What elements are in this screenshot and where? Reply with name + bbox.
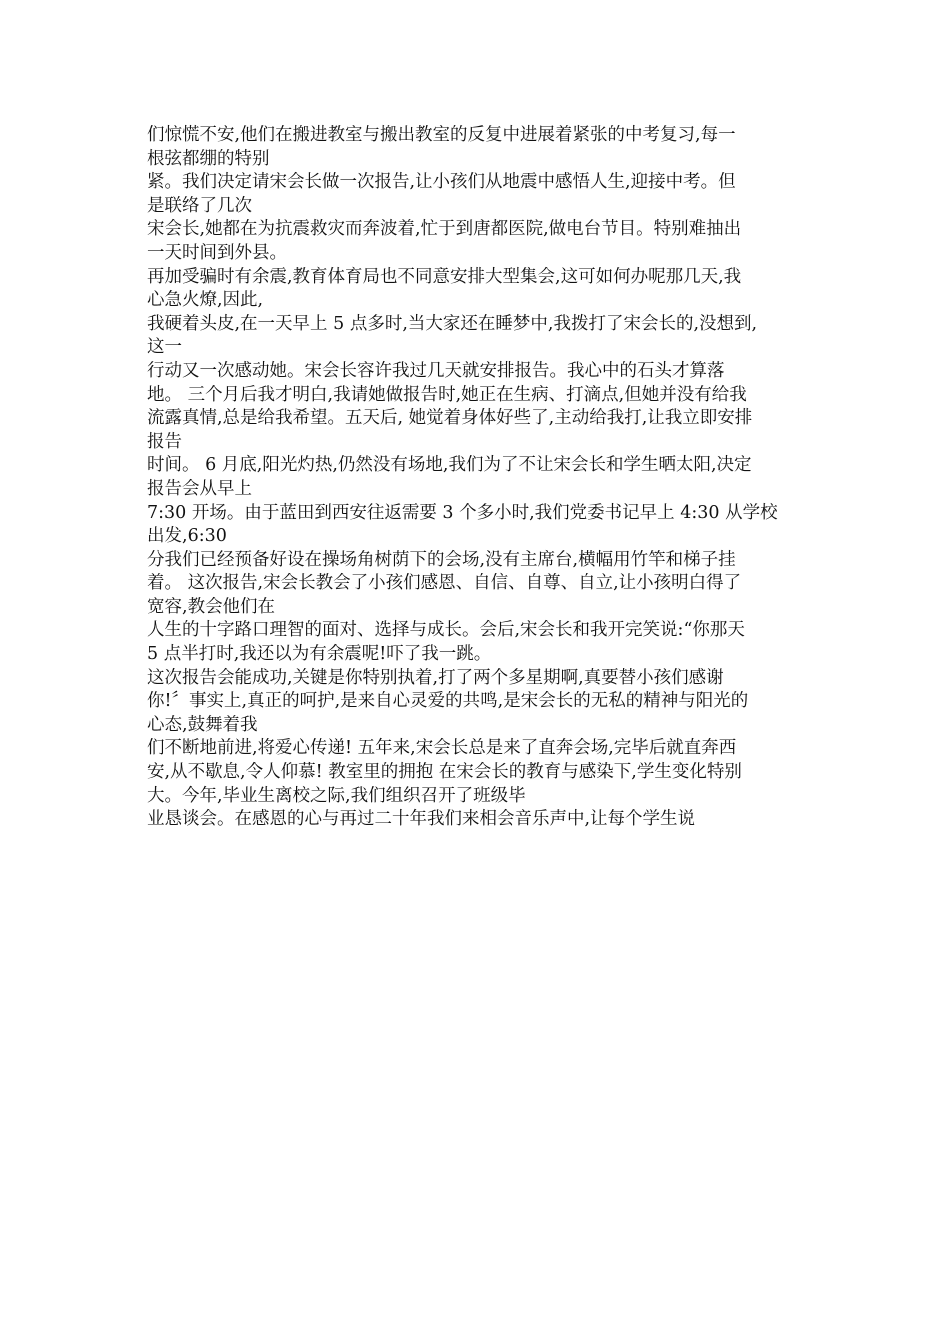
text-line: 安,从不歇息,令人仰慕! 教室里的拥抱 在宋会长的教育与感染下,学生变化特别: [147, 762, 742, 783]
text-line: 业恳谈会。在感恩的心与再过二十年我们来相会音乐声中,让每个学生说: [147, 809, 696, 830]
text-line: 这一: [147, 337, 182, 358]
text-line: 你!〞事实上,真正的呵护,是来自心灵爱的共鸣,是宋会长的无私的精神与阳光的: [147, 691, 749, 712]
text-line: 们不断地前进,将爱心传递! 五年来,宋会长总是来了直奔会场,完毕后就直奔西: [147, 738, 737, 759]
text-line: 是联络了几次: [147, 195, 252, 216]
text-line: 行动又一次感动她。宋会长容许我过几天就安排报告。我心中的石头才算落: [147, 360, 725, 381]
text-line: 再加受骗时有余震,教育体育局也不同意安排大型集会,这可如何办呢那几天,我: [147, 266, 742, 287]
text-line: 心急火燎,因此,: [147, 290, 264, 311]
text-line: 7:30 开场。由于蓝田到西安往返需要 3 个多小时,我们党委书记早上 4:30 从学校: [147, 502, 778, 523]
document-body: [147, 124, 817, 832]
text-line: 人生的十字路口理智的面对、选择与成长。会后,宋会长和我开完笑说:“你那天: [147, 620, 745, 641]
text-line: 们惊慌不安,他们在搬进教室与搬出教室的反复中进展着紧张的中考复习,每一: [147, 125, 736, 145]
text-line: 地。 三个月后我才明白,我请她做报告时,她正在生病、打滴点,但她并没有给我: [147, 384, 747, 405]
text-line: 大。今年,毕业生离校之际,我们组织召开了班级毕: [147, 785, 526, 806]
text-line: 着。 这次报告,宋会长教会了小孩们感恩、自信、自尊、自立,让小孩明白得了: [147, 573, 742, 594]
text-line: 出发,6:30: [147, 526, 227, 547]
text-line: 心态,鼓舞着我: [147, 714, 258, 735]
text-line: 一天时间到外县。: [147, 242, 287, 263]
text-line: 紧。我们决定请宋会长做一次报告,让小孩们从地震中感悟人生,迎接中考。但: [147, 172, 736, 193]
text-line: 5 点半打时,我还以为有余震呢!吓了我一跳。: [147, 644, 492, 665]
text-line: 分我们已经预备好设在操场角树荫下的会场,没有主席台,横幅用竹竿和梯子挂: [147, 549, 736, 570]
text-line: 我硬着头皮,在一天早上 5 点多时,当大家还在睡梦中,我拨打了宋会长的,没想到,: [147, 313, 758, 334]
text-line: 宽容,教会他们在: [147, 596, 276, 617]
text-line: 报告: [147, 431, 182, 452]
text-line: 时间。 6 月底,阳光灼热,仍然没有场地,我们为了不让宋会长和学生晒太阳,决定: [147, 455, 752, 476]
text-line: 这次报告会能成功,关键是你特别执着,打了两个多星期啊,真要替小孩们感谢: [147, 667, 724, 688]
text-line: 根弦都绷的特别: [147, 148, 270, 169]
text-line: 报告会从早上: [147, 478, 252, 499]
text-line: 流露真情,总是给我希望。五天后, 她觉着身体好些了,主动给我打,让我立即安排: [147, 408, 753, 429]
text-line: 宋会长,她都在为抗震救灾而奔波着,忙于到唐都医院,做电台节目。特别难抽出: [147, 219, 742, 240]
